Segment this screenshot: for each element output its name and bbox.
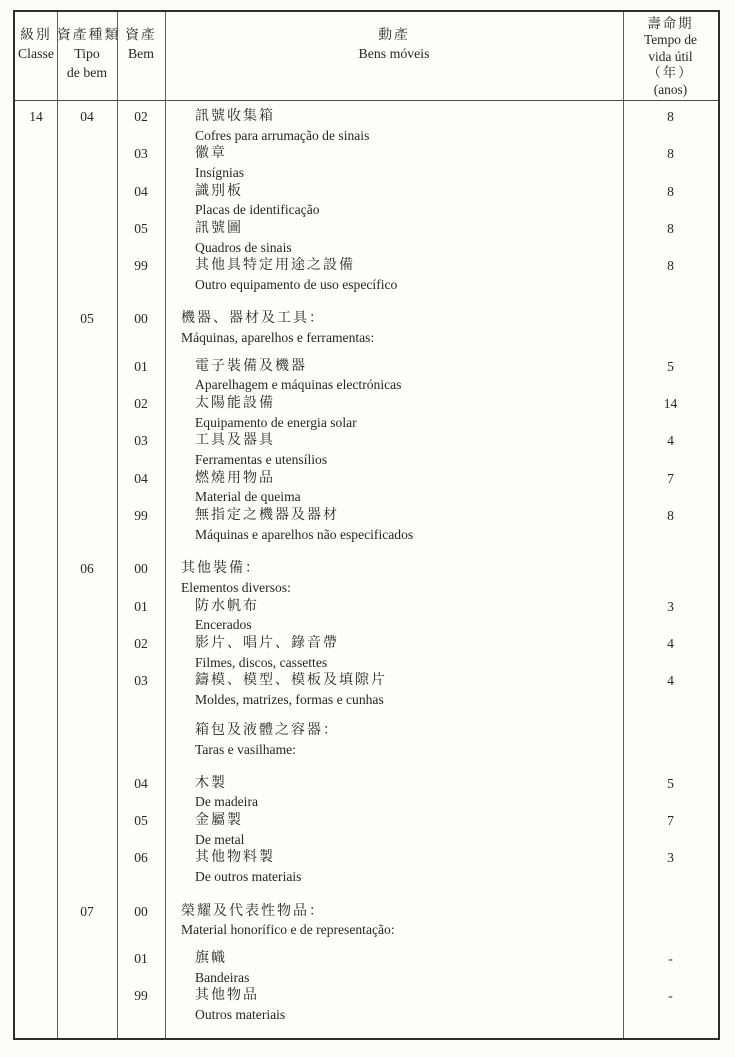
class-code-cell xyxy=(15,310,57,347)
asset-description-cell xyxy=(165,257,623,294)
subcategory-header-row xyxy=(15,722,718,759)
class-code-cell xyxy=(15,950,57,987)
useful-life-cell: 5 xyxy=(667,775,674,791)
category-header-row xyxy=(15,310,718,347)
asset-name-pt: Material de queima xyxy=(195,489,301,505)
asset-name-zh: 其他具特定用途之設備 xyxy=(195,258,355,274)
table-body xyxy=(15,101,718,1025)
asset-name-pt: Bandeiras xyxy=(195,969,250,985)
class-code-cell xyxy=(15,145,57,182)
asset-row xyxy=(15,432,718,469)
useful-life-cell: - xyxy=(668,950,673,966)
bem-code-cell: 02 xyxy=(134,635,148,651)
class-code-cell xyxy=(15,432,57,469)
asset-name-zh: 榮耀及代表性物品： xyxy=(181,903,325,919)
asset-description-cell xyxy=(165,903,623,940)
asset-description-cell xyxy=(165,220,623,257)
useful-life-cell: 7 xyxy=(667,813,674,829)
tipo-code-cell xyxy=(57,507,117,544)
tipo-code-cell xyxy=(57,672,117,709)
asset-name-pt: Aparelhagem e máquinas electrónicas xyxy=(195,377,402,393)
bem-code-cell: 99 xyxy=(134,988,148,1004)
asset-description-cell xyxy=(165,598,623,635)
tipo-code-cell xyxy=(57,635,117,672)
bem-code-cell: 99 xyxy=(134,258,148,274)
useful-life-cell: 8 xyxy=(667,258,674,274)
tipo-code-cell: 05 xyxy=(80,311,94,327)
asset-name-pt: Máquinas e aparelhos não especificados xyxy=(195,526,414,542)
asset-name-zh: 太陽能設備 xyxy=(195,396,275,412)
asset-row xyxy=(15,470,718,507)
bem-code-cell: 06 xyxy=(134,850,148,866)
asset-description-cell xyxy=(165,950,623,987)
tipo-code-cell xyxy=(57,950,117,987)
class-code-cell xyxy=(15,775,57,812)
asset-description-cell xyxy=(165,987,623,1024)
useful-life-cell: 4 xyxy=(667,673,674,689)
useful-life-cell: 8 xyxy=(667,109,674,124)
asset-name-pt: Taras e vasilhame: xyxy=(195,742,296,758)
tipo-code-cell xyxy=(57,987,117,1024)
class-code-cell xyxy=(15,903,57,940)
bem-code-cell: 03 xyxy=(134,146,148,162)
asset-description-cell xyxy=(165,432,623,469)
class-code-cell xyxy=(15,183,57,220)
category-header-row xyxy=(15,903,718,940)
tipo-code-cell xyxy=(57,470,117,507)
asset-row xyxy=(15,775,718,812)
table-header xyxy=(15,12,718,101)
asset-name-pt: De outros materiais xyxy=(195,868,302,884)
class-code-cell xyxy=(15,987,57,1024)
header-life-line1: 壽命期 xyxy=(647,16,694,31)
useful-life-cell: - xyxy=(668,988,673,1004)
depreciation-table xyxy=(13,10,720,1040)
header-movables-column xyxy=(165,25,623,63)
bem-code-cell: 01 xyxy=(134,950,148,966)
tipo-code-cell: 04 xyxy=(80,109,94,124)
asset-name-pt: Material honorífico e de representação: xyxy=(181,922,395,938)
header-life-line4: （年） xyxy=(647,65,694,81)
asset-name-zh: 訊號圖 xyxy=(195,220,243,236)
header-bem-zh: 資產 xyxy=(125,27,157,42)
useful-life-cell: 8 xyxy=(667,146,674,162)
class-code-cell xyxy=(15,560,57,597)
asset-row xyxy=(15,395,718,432)
tipo-code-cell xyxy=(57,598,117,635)
tipo-code-cell xyxy=(57,395,117,432)
asset-name-pt: Filmes, discos, cassettes xyxy=(195,654,328,670)
asset-name-zh: 其他物品 xyxy=(195,988,259,1004)
column-divider xyxy=(57,12,58,1038)
bem-code-cell: 04 xyxy=(134,470,148,486)
asset-description-cell xyxy=(165,108,623,145)
asset-row xyxy=(15,635,718,672)
bem-code-cell: 04 xyxy=(134,775,148,791)
bem-code-cell: 03 xyxy=(134,673,148,689)
tipo-code-cell xyxy=(57,358,117,395)
header-movables-pt: Bens móveis xyxy=(358,46,430,61)
header-life-line2: Tempo de xyxy=(644,32,697,48)
category-header-row xyxy=(15,560,718,597)
header-tipo-column xyxy=(57,25,121,82)
asset-name-pt: Outro equipamento de uso específico xyxy=(195,276,398,292)
bem-code-cell: 03 xyxy=(134,433,148,449)
asset-row xyxy=(15,507,718,544)
bem-code-cell: 04 xyxy=(134,183,148,199)
asset-name-zh: 訊號收集箱 xyxy=(195,109,275,124)
asset-row xyxy=(15,358,718,395)
asset-description-cell xyxy=(165,183,623,220)
asset-name-pt: Quadros de sinais xyxy=(195,239,292,255)
asset-row xyxy=(15,108,718,145)
asset-description-cell xyxy=(165,560,623,597)
bem-code-cell: 00 xyxy=(134,311,148,327)
asset-name-pt: Máquinas, aparelhos e ferramentas: xyxy=(181,330,375,346)
useful-life-cell xyxy=(623,903,718,940)
asset-description-cell xyxy=(165,722,623,759)
asset-description-cell xyxy=(165,145,623,182)
asset-name-pt: Cofres para arrumação de sinais xyxy=(195,127,370,143)
useful-life-cell xyxy=(623,722,718,759)
asset-name-zh: 鑄模、模型、模板及填隙片 xyxy=(195,673,387,689)
asset-row xyxy=(15,950,718,987)
class-code-cell xyxy=(15,812,57,849)
asset-name-zh: 金屬製 xyxy=(195,813,243,829)
header-life-line5: (anos) xyxy=(653,81,688,97)
asset-name-zh: 燃燒用物品 xyxy=(195,470,275,486)
asset-name-pt: De madeira xyxy=(195,794,259,810)
bem-code-cell: 05 xyxy=(134,813,148,829)
tipo-code-cell xyxy=(57,812,117,849)
asset-name-pt: Elementos diversos: xyxy=(181,579,291,595)
asset-name-zh: 電子裝備及機器 xyxy=(195,358,307,374)
asset-name-zh: 徽章 xyxy=(195,146,227,162)
useful-life-cell: 3 xyxy=(667,850,674,866)
asset-description-cell xyxy=(165,395,623,432)
column-divider xyxy=(623,12,624,1038)
bem-code-cell: 00 xyxy=(134,903,148,919)
useful-life-cell: 3 xyxy=(667,598,674,614)
useful-life-cell: 14 xyxy=(663,396,678,412)
asset-description-cell xyxy=(165,775,623,812)
asset-name-pt: Moldes, matrizes, formas e cunhas xyxy=(195,691,384,707)
bem-code-cell: 02 xyxy=(134,396,148,412)
useful-life-cell: 4 xyxy=(667,635,674,651)
useful-life-cell: 8 xyxy=(667,183,674,199)
tipo-code-cell: 07 xyxy=(80,903,94,919)
asset-name-zh: 工具及器具 xyxy=(195,433,275,449)
header-class-pt: Classe xyxy=(17,46,55,61)
asset-description-cell xyxy=(165,470,623,507)
header-tipo-pt-line2: de bem xyxy=(66,65,108,80)
asset-description-cell xyxy=(165,507,623,544)
asset-name-zh: 箱包及液體之容器： xyxy=(195,723,339,739)
asset-name-zh: 防水帆布 xyxy=(195,598,259,614)
column-divider xyxy=(117,12,118,1038)
useful-life-cell xyxy=(623,560,718,597)
asset-name-zh: 旗幟 xyxy=(195,950,227,966)
asset-name-zh: 其他裝備： xyxy=(181,561,261,577)
useful-life-cell: 8 xyxy=(667,507,674,523)
asset-row xyxy=(15,598,718,635)
asset-name-zh: 識別板 xyxy=(195,183,243,199)
column-divider xyxy=(165,12,166,1038)
asset-name-zh: 影片、唱片、錄音帶 xyxy=(195,635,339,651)
tipo-code-cell xyxy=(57,220,117,257)
asset-description-cell xyxy=(165,358,623,395)
asset-row xyxy=(15,220,718,257)
asset-row xyxy=(15,257,718,294)
tipo-code-cell xyxy=(57,145,117,182)
asset-description-cell xyxy=(165,672,623,709)
asset-name-zh: 無指定之機器及器材 xyxy=(195,507,339,523)
tipo-code-cell xyxy=(57,183,117,220)
bem-code-cell xyxy=(117,722,165,759)
class-code-cell xyxy=(15,470,57,507)
asset-name-pt: Outros materiais xyxy=(195,1006,286,1022)
tipo-code-cell xyxy=(57,849,117,886)
asset-row xyxy=(15,849,718,886)
useful-life-cell: 7 xyxy=(667,470,674,486)
class-code-cell xyxy=(15,257,57,294)
header-movables-zh: 動產 xyxy=(378,27,410,42)
useful-life-cell: 8 xyxy=(667,220,674,236)
bem-code-cell: 02 xyxy=(134,109,148,124)
asset-name-pt: Equipamento de energia solar xyxy=(195,414,357,430)
useful-life-cell: 4 xyxy=(667,433,674,449)
class-code-cell xyxy=(15,220,57,257)
class-code-cell xyxy=(15,507,57,544)
asset-row xyxy=(15,145,718,182)
asset-name-zh: 機器、器材及工具： xyxy=(181,311,325,327)
asset-name-pt: Insígnias xyxy=(195,164,245,180)
header-bem-column xyxy=(117,25,165,63)
header-life-line3: vida útil xyxy=(648,48,693,64)
bem-code-cell: 01 xyxy=(134,598,148,614)
bem-code-cell: 05 xyxy=(134,220,148,236)
class-code-cell xyxy=(15,598,57,635)
asset-description-cell xyxy=(165,849,623,886)
header-class-zh: 級別 xyxy=(20,27,52,42)
asset-name-pt: De metal xyxy=(195,831,245,847)
tipo-code-cell xyxy=(57,432,117,469)
asset-name-pt: Encerados xyxy=(195,617,252,633)
class-code-cell xyxy=(15,849,57,886)
bem-code-cell: 99 xyxy=(134,507,148,523)
class-code-cell xyxy=(15,722,57,759)
tipo-code-cell: 06 xyxy=(80,561,94,577)
class-code-cell xyxy=(15,672,57,709)
tipo-code-cell xyxy=(57,722,117,759)
asset-row xyxy=(15,183,718,220)
class-code-cell: 14 xyxy=(29,109,43,124)
class-code-cell xyxy=(15,358,57,395)
bem-code-cell: 01 xyxy=(134,358,148,374)
asset-row xyxy=(15,812,718,849)
class-code-cell xyxy=(15,635,57,672)
asset-row xyxy=(15,987,718,1024)
class-code-cell xyxy=(15,395,57,432)
bem-code-cell: 00 xyxy=(134,561,148,577)
useful-life-cell xyxy=(623,310,718,347)
tipo-code-cell xyxy=(57,775,117,812)
asset-description-cell xyxy=(165,635,623,672)
useful-life-cell: 5 xyxy=(667,358,674,374)
header-tipo-pt-line1: Tipo xyxy=(74,46,100,61)
header-class-column xyxy=(15,25,57,63)
asset-name-pt: Placas de identificação xyxy=(195,202,320,218)
header-life-column xyxy=(623,16,718,98)
asset-description-cell xyxy=(165,812,623,849)
asset-name-pt: Ferramentas e utensílios xyxy=(195,452,328,468)
asset-name-zh: 其他物料製 xyxy=(195,850,275,866)
asset-name-zh: 木製 xyxy=(195,775,227,791)
header-tipo-zh: 資產種類 xyxy=(57,27,121,42)
tipo-code-cell xyxy=(57,257,117,294)
header-bem-pt: Bem xyxy=(127,46,155,61)
asset-row xyxy=(15,672,718,709)
asset-description-cell xyxy=(165,310,623,347)
